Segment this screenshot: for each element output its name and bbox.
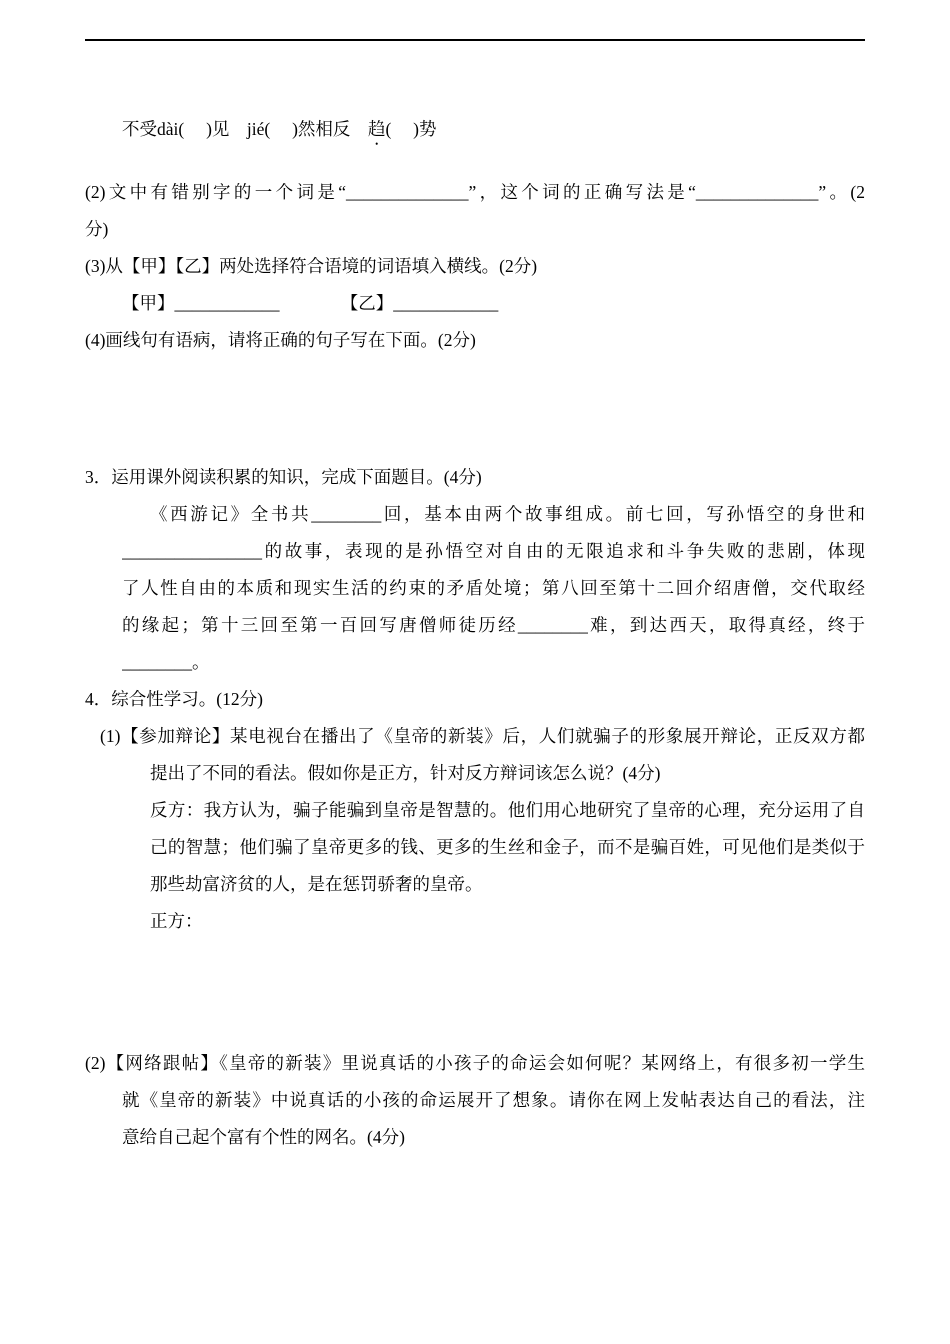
item-4-heading: 4．综合性学习。(12分) — [85, 689, 263, 709]
debate-con-line: 己的智慧；他们骗了皇帝更多的钱、更多的生丝和金子，而不是骗百姓，可见他们是类似于 — [150, 837, 865, 857]
debate-pro-label: 正方： — [150, 911, 203, 931]
pinyin-fill-before: 不受dài( )见 jié( )然相反 — [122, 119, 368, 139]
item-3-line: 了人性自由的本质和现实生活的约束的矛盾处境；第八回至第十二回介绍唐僧，交代取经 — [122, 578, 865, 598]
question-2-line-1: (2)文中有错别字的一个词是“______________”，这个词的正确写法是“______________”。(2 — [85, 182, 865, 202]
item-4-part-2-line: (2)【网络跟帖】《皇帝的新装》里说真话的小孩子的命运会如何呢？某网络上，有很多初一学生 — [85, 1053, 865, 1073]
item-4-part-1-line: (1)【参加辩论】某电视台在播出了《皇帝的新装》后，人们就骗子的形象展开辩论，正反双方都 — [100, 726, 865, 746]
question-3-prompt: (3)从【甲】【乙】两处选择符合语境的词语填入横线。(2分) — [85, 256, 538, 276]
item-3-line: ________________的故事，表现的是孙悟空对自由的无限追求和斗争失败的悲剧，体现 — [122, 541, 865, 561]
exam-content — [85, 111, 865, 1156]
question-2-line-2: 分) — [85, 219, 109, 239]
item-3-line: ________。 — [122, 652, 210, 672]
item-3-line: 《西游记》全书共________回，基本由两个故事组成。前七回，写孙悟空的身世和 — [150, 504, 865, 524]
debate-con-line: 那些劫富济贫的人，是在惩罚骄奢的皇帝。 — [150, 874, 483, 894]
item-3-heading: 3．运用课外阅读积累的知识，完成下面题目。(4分) — [85, 467, 482, 487]
question-3-blanks: 【甲】____________ 【乙】____________ — [122, 293, 499, 313]
pinyin-fill-after: ( )势 — [385, 119, 437, 139]
item-3-line: 的缘起；第十三回至第一百回写唐僧师徒历经________难，到达西天，取得真经，终于 — [122, 615, 865, 635]
item-4-part-2-line: 意给自己起个富有个性的网名。(4分) — [122, 1127, 405, 1147]
emphasized-char: 趋 — [367, 119, 386, 139]
item-4-part-1-line: 提出了不同的看法。假如你是正方，针对反方辩词该怎么说？(4分) — [150, 763, 661, 783]
header-rule — [85, 39, 865, 41]
item-4-part-2-line: 就《皇帝的新装》中说真话的小孩的命运展开了想象。请你在网上发帖表达自己的看法，注 — [122, 1090, 865, 1110]
pinyin-fill-line — [122, 111, 865, 148]
debate-con-line: 反方：我方认为，骗子能骗到皇帝是智慧的。他们用心地研究了皇帝的心理，充分运用了自 — [150, 800, 865, 820]
question-4-prompt: (4)画线句有语病，请将正确的句子写在下面。(2分) — [85, 330, 476, 350]
